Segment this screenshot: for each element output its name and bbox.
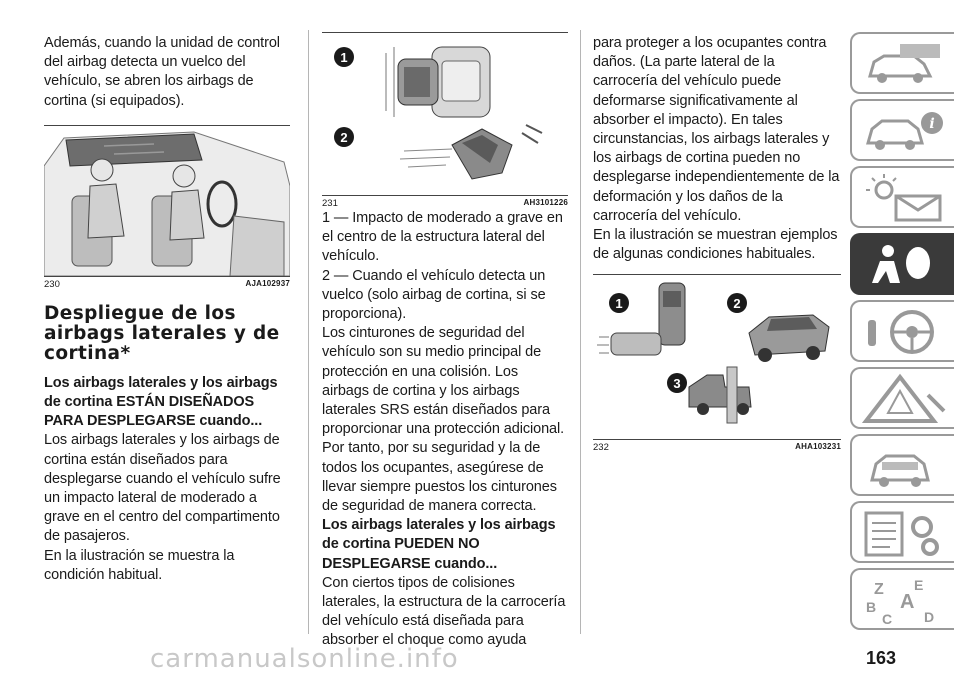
column-divider xyxy=(308,30,309,634)
car-service-icon xyxy=(860,440,950,492)
badge-2: 2 xyxy=(733,296,741,312)
paragraph: Los cinturones de seguridad del vehículo son su medio principal de protección en una colisión. Los airbags de cortina y los airbags laterales SRS están diseñados para proporcionar una protección adicional. xyxy=(322,325,565,438)
settings-list-icon xyxy=(860,507,950,559)
tab-steering-wheel-key[interactable] xyxy=(850,300,954,362)
tab-warning-lights-message[interactable] xyxy=(850,166,954,228)
column-2 xyxy=(322,0,568,651)
figure-231-caption xyxy=(322,198,568,209)
side-impact-rollover-illustration xyxy=(322,33,568,195)
list-item: 1 — Impacto de moderado a grave en el centro de la estructura lateral del vehículo. xyxy=(322,210,563,265)
list-item: 2 — Cuando el vehículo detecta un vuelco (solo airbag de cortina, si se proporciona). xyxy=(322,267,546,323)
paragraph: Por tanto, por su seguridad y la de todos los ocupantes, asegúrese de llevar siempre puestos los cinturones de seguridad de manera correcta. xyxy=(322,440,557,515)
page-number: 163 xyxy=(866,648,897,668)
tab-warning-triangle[interactable] xyxy=(850,367,954,429)
column-divider xyxy=(580,30,581,634)
figure-230-caption xyxy=(44,279,290,290)
figure-code: AHA103231 xyxy=(795,442,841,452)
column-3 xyxy=(593,34,841,453)
tab-car-dashboard[interactable] xyxy=(850,32,954,94)
badge-3: 3 xyxy=(673,376,681,392)
svg-text:D: D xyxy=(924,609,935,625)
side-airbag-occupants-illustration xyxy=(44,126,290,276)
paragraph: para proteger a los ocupantes contra daños. (La parte lateral de la carrocería del vehículo puede deformarse significativamente al absorber el impacto). En tales circunstancias, los airbags laterales y los airbags de cortina pueden no desplegarse independientemente de la deformación y los daños de la carrocería del vehículo. xyxy=(593,35,840,224)
subheading: Los airbags laterales y los airbags de cortina PUEDEN NO DESPLEGARSE cuando... xyxy=(322,517,556,572)
column-1 xyxy=(44,34,290,585)
badge-1: 1 xyxy=(340,50,348,65)
svg-text:i: i xyxy=(929,116,935,132)
figure-230 xyxy=(44,125,290,277)
svg-text:Z: Z xyxy=(874,581,884,598)
figure-232 xyxy=(593,274,841,440)
tab-car-service[interactable] xyxy=(850,434,954,496)
tab-car-info[interactable] xyxy=(850,99,954,161)
badge-1: 1 xyxy=(615,296,623,312)
figure-232-caption xyxy=(593,442,841,453)
section-heading: Despliegue de los airbags laterales y de cortina* xyxy=(44,302,280,364)
car-info-icon xyxy=(860,105,950,157)
tab-alphabetical-index[interactable] xyxy=(850,568,954,630)
figure-number: 231 xyxy=(322,198,338,209)
non-deployment-examples-illustration xyxy=(593,275,841,439)
badge-2: 2 xyxy=(340,130,348,145)
figure-code: AJA102937 xyxy=(245,278,290,288)
svg-text:C: C xyxy=(882,611,893,626)
paragraph: Los airbags laterales y los airbags de cortina están diseñados para desplegarse cuando el vehículo sufre un impacto lateral de moderado a grave en el centro del compartimento de pasajeros. xyxy=(44,432,281,545)
svg-text:B: B xyxy=(866,599,877,615)
warning-triangle-icon xyxy=(860,373,950,425)
subheading: Los airbags laterales y los airbags de cortina ESTÁN DISEÑADOS PARA DESPLEGARSE cuando... xyxy=(44,374,278,430)
figure-code: AH3101226 xyxy=(523,198,568,207)
tab-airbag-safety[interactable] xyxy=(850,233,954,295)
paragraph: En la ilustración se muestran ejemplos de algunas condiciones habituales. xyxy=(593,227,838,263)
airbag-seat-icon xyxy=(860,239,950,291)
car-dashboard-icon xyxy=(860,38,950,90)
watermark: carmanualsonline.info xyxy=(150,644,459,674)
figure-number: 232 xyxy=(593,442,609,454)
steering-wheel-key-icon xyxy=(860,306,950,358)
figure-231 xyxy=(322,32,568,196)
paragraph: Con ciertos tipos de colisiones laterales, la estructura de la carrocería del vehículo está diseñada para absorber el choque como ayuda xyxy=(322,574,566,649)
figure-number: 230 xyxy=(44,278,60,290)
svg-text:A: A xyxy=(900,591,915,613)
alphabetical-index-icon xyxy=(860,574,950,626)
intro-paragraph: Además, cuando la unidad de control del airbag detecta un vuelco del vehículo, se abren los airbags de cortina (si equipados). xyxy=(44,35,280,109)
svg-text:E: E xyxy=(914,577,924,593)
tab-settings-list[interactable] xyxy=(850,501,954,563)
paragraph: En la ilustración se muestra la condición habitual. xyxy=(44,547,235,583)
warning-light-envelope-icon xyxy=(860,172,950,224)
